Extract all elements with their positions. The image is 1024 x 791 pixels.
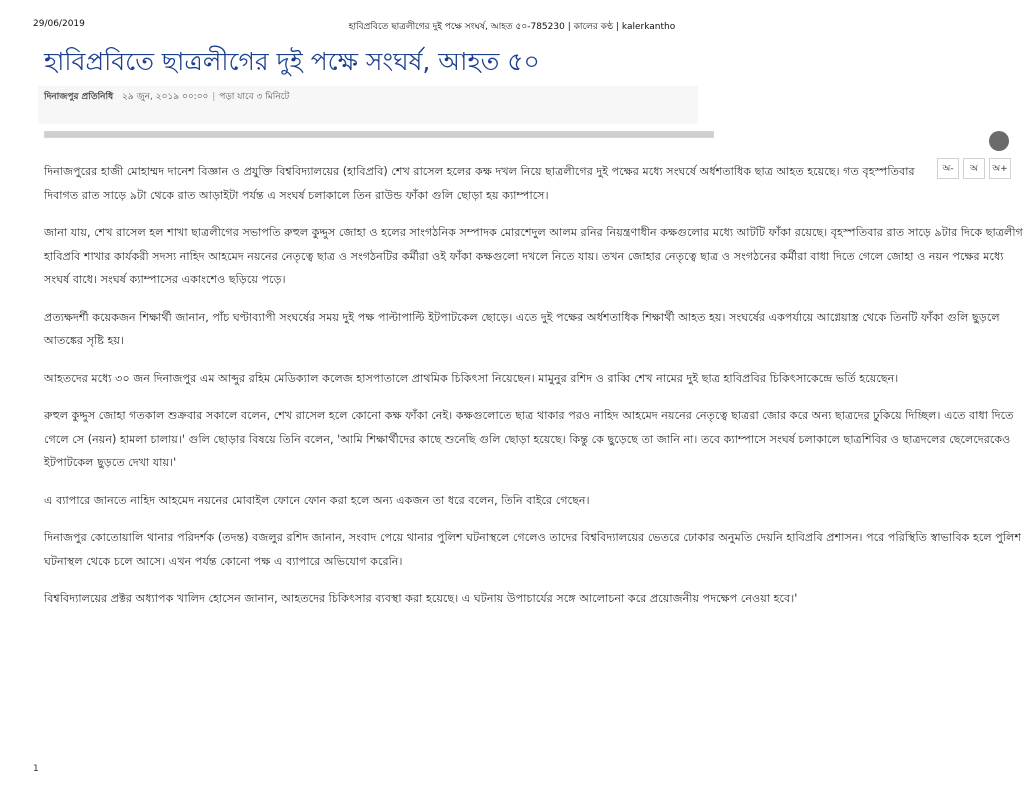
font-decrease-button[interactable]: অ- [937,158,959,179]
article-paragraph: জানা যায়, শেখ রাসেল হল শাখা ছাত্রলীগের সভাপতি রুহুল কুদ্দুস জোহা ও হলের সাংগঠনিক সম্পাদক মোরশেদুল আলম রনির নিয়ন্ত্রণাধীন কক্ষগুলোর মধ্যে আটটি ফাঁকা রয়েছে। বৃহস্পতিবার রাত সাড়ে ৯টার দিকে ছাত্রলীগ হাবিপ্রবি শাখার কার্যকরী সদস্য নাহিদ আহমেদ নয়নের নেতৃত্বে ছাত্র ও সংগঠনটির কর্মীরা ওই ফাঁকা কক্ষগুলো দখলে নিতে যায়। তখন জোহার নেতৃত্বে ছাত্র ও সংগঠনের কর্মীরা বাধা দিতে গেলে জোহা ও নয়ন পক্ষের মধ্যে সংঘর্ষ বাধে। সংঘর্ষ ক্যাম্পাসের একাংশেও ছড়িয়ে পড়ে। [44,226,1023,286]
article-meta [44,89,289,104]
article-paragraph: রুহুল কুদ্দুস জোহা গতকাল শুক্রবার সকালে বলেন, শেখ রাসেল হলে কোনো কক্ষ ফাঁকা নেই। কক্ষগুলোতে ছাত্র থাকার পরও নাহিদ আহমেদ নয়নের নেতৃত্বে ছাত্ররা জোর করে অন্য ছাত্রদের ঢুকিয়ে দিচ্ছিল। এতে বাধা দিতে গেলে সে (নয়ন) হামলা চালায়।' গুলি ছোড়ার বিষয়ে তিনি বলেন, 'আমি শিক্ষার্থীদের কাছে শুনেছি গুলি ছোড়া হয়েছে। কিন্তু কে ছুড়েছে তা জানি না। তবে ক্যাম্পাসে সংঘর্ষ চলাকালে ছাত্রশিবির ও ছাত্রদলের ছেলেদেরকেও ইটপাটকেল ছুড়তে দেখা যায়।' [44,409,1014,469]
article-headline: হাবিপ্রবিতে ছাত্রলীগের দুই পক্ষে সংঘর্ষ, আহত ৫০ [44,47,540,76]
reading-progress-fill [45,132,713,137]
reading-progress-bar [44,131,714,138]
article-paragraph: দিনাজপুর কোতোয়ালি থানার পরিদর্শক (তদন্ত) বজলুর রশিদ জানান, সংবাদ পেয়ে থানার পুলিশ ঘটনাস্থলে গেলেও তাদের বিশ্ববিদ্যালয়ের ভেতরে ঢোকার অনুমতি দেয়নি হাবিপ্রবি প্রশাসন। পরে পরিস্থিতি স্বাভাবিক হলে পুলিশ ঘটনাস্থল থেকে চলে আসে। এখন পর্যন্ত কোনো পক্ষ এ ব্যাপারে অভিযোগ করেনি। [44,531,1022,568]
article-body [44,160,1024,625]
print-header [0,19,1024,33]
article-paragraph: প্রত্যক্ষদর্শী কয়েকজন শিক্ষার্থী জানান, পাঁচ ঘণ্টাব্যাপী সংঘর্ষের সময় দুই পক্ষ পাল্টাপাল্টি ইটপাটকেল ছোড়ে। এতে দুই পক্ষের অর্ধশতাধিক শিক্ষার্থী আহত হয়। সংঘর্ষের একপর্যায়ে আগ্নেয়াস্ত্র থেকে তিনটি ফাঁকা গুলি ছুড়লে আতঙ্কের সৃষ্টি হয়। [44,310,1000,347]
article-paragraph: বিশ্ববিদ্যালয়ের প্রক্টর অধ্যাপক খালিদ হোসেন জানান, আহতদের চিকিৎসার ব্যবস্থা করা হয়েছে। এ ঘটনায় উপাচার্যের সঙ্গে আলোচনা করে প্রয়োজনীয় পদক্ষেপ নেওয়া হবে।' [44,592,798,605]
circle-icon[interactable] [989,131,1009,151]
article-paragraph: আহতদের মধ্যে ৩০ জন দিনাজপুর এম আব্দুর রহিম মেডিক্যাল কলেজ হাসপাতালে প্রাথমিক চিকিৎসা নিয়েছেন। মামুনুর রশিদ ও রাব্বি শেখ নামের দুই ছাত্র হাবিপ্রবির চিকিৎসাকেন্দ্রে ভর্তি হয়েছেন। [44,371,899,385]
article-paragraph: দিনাজপুরের হাজী মোহাম্মদ দানেশ বিজ্ঞান ও প্রযুক্তি বিশ্ববিদ্যালয়ের (হাবিপ্রবি) শেখ রাসেল হলের কক্ষ দখল নিয়ে ছাত্রলীগের দুই পক্ষের মধ্যে সংঘর্ষে অর্ধশতাধিক ছাত্র আহত হয়েছে। গত বৃহস্পতিবার দিবাগত রাত সাড়ে ৯টা থেকে রাত আড়াইটা পর্যন্ত এ সংঘর্ষ চলাকালে তিন রাউন্ড ফাঁকা গুলি ছোড়া হয় ক্যাম্পাসে। [44,165,915,202]
font-reset-button[interactable]: অ [963,158,985,179]
meta-separator: | [212,92,216,102]
font-increase-button[interactable]: অ+ [989,158,1011,179]
author-name[interactable]: দিনাজপুর প্রতিনিধি [44,92,114,102]
article-paragraph: এ ব্যাপারে জানতে নাহিদ আহমেদ নয়নের মোবাইল ফোনে ফোন করা হলে অন্য একজন তা ধরে বলেন, তিনি বাইরে গেছেন। [44,493,590,507]
print-page-title: হাবিপ্রবিতে ছাত্রলীগের দুই পক্ষে সংঘর্ষ, আহত ৫০-785230 | কালের কণ্ঠ | kalerkantho [348,22,676,32]
read-time: পড়া যাবে ৩ মিনিটে [219,92,290,102]
print-date: 29/06/2019 [33,19,85,29]
publish-date: ২৯ জুন, ২০১৯ ০০:০০ [122,92,209,102]
page-number: 1 [33,764,39,774]
